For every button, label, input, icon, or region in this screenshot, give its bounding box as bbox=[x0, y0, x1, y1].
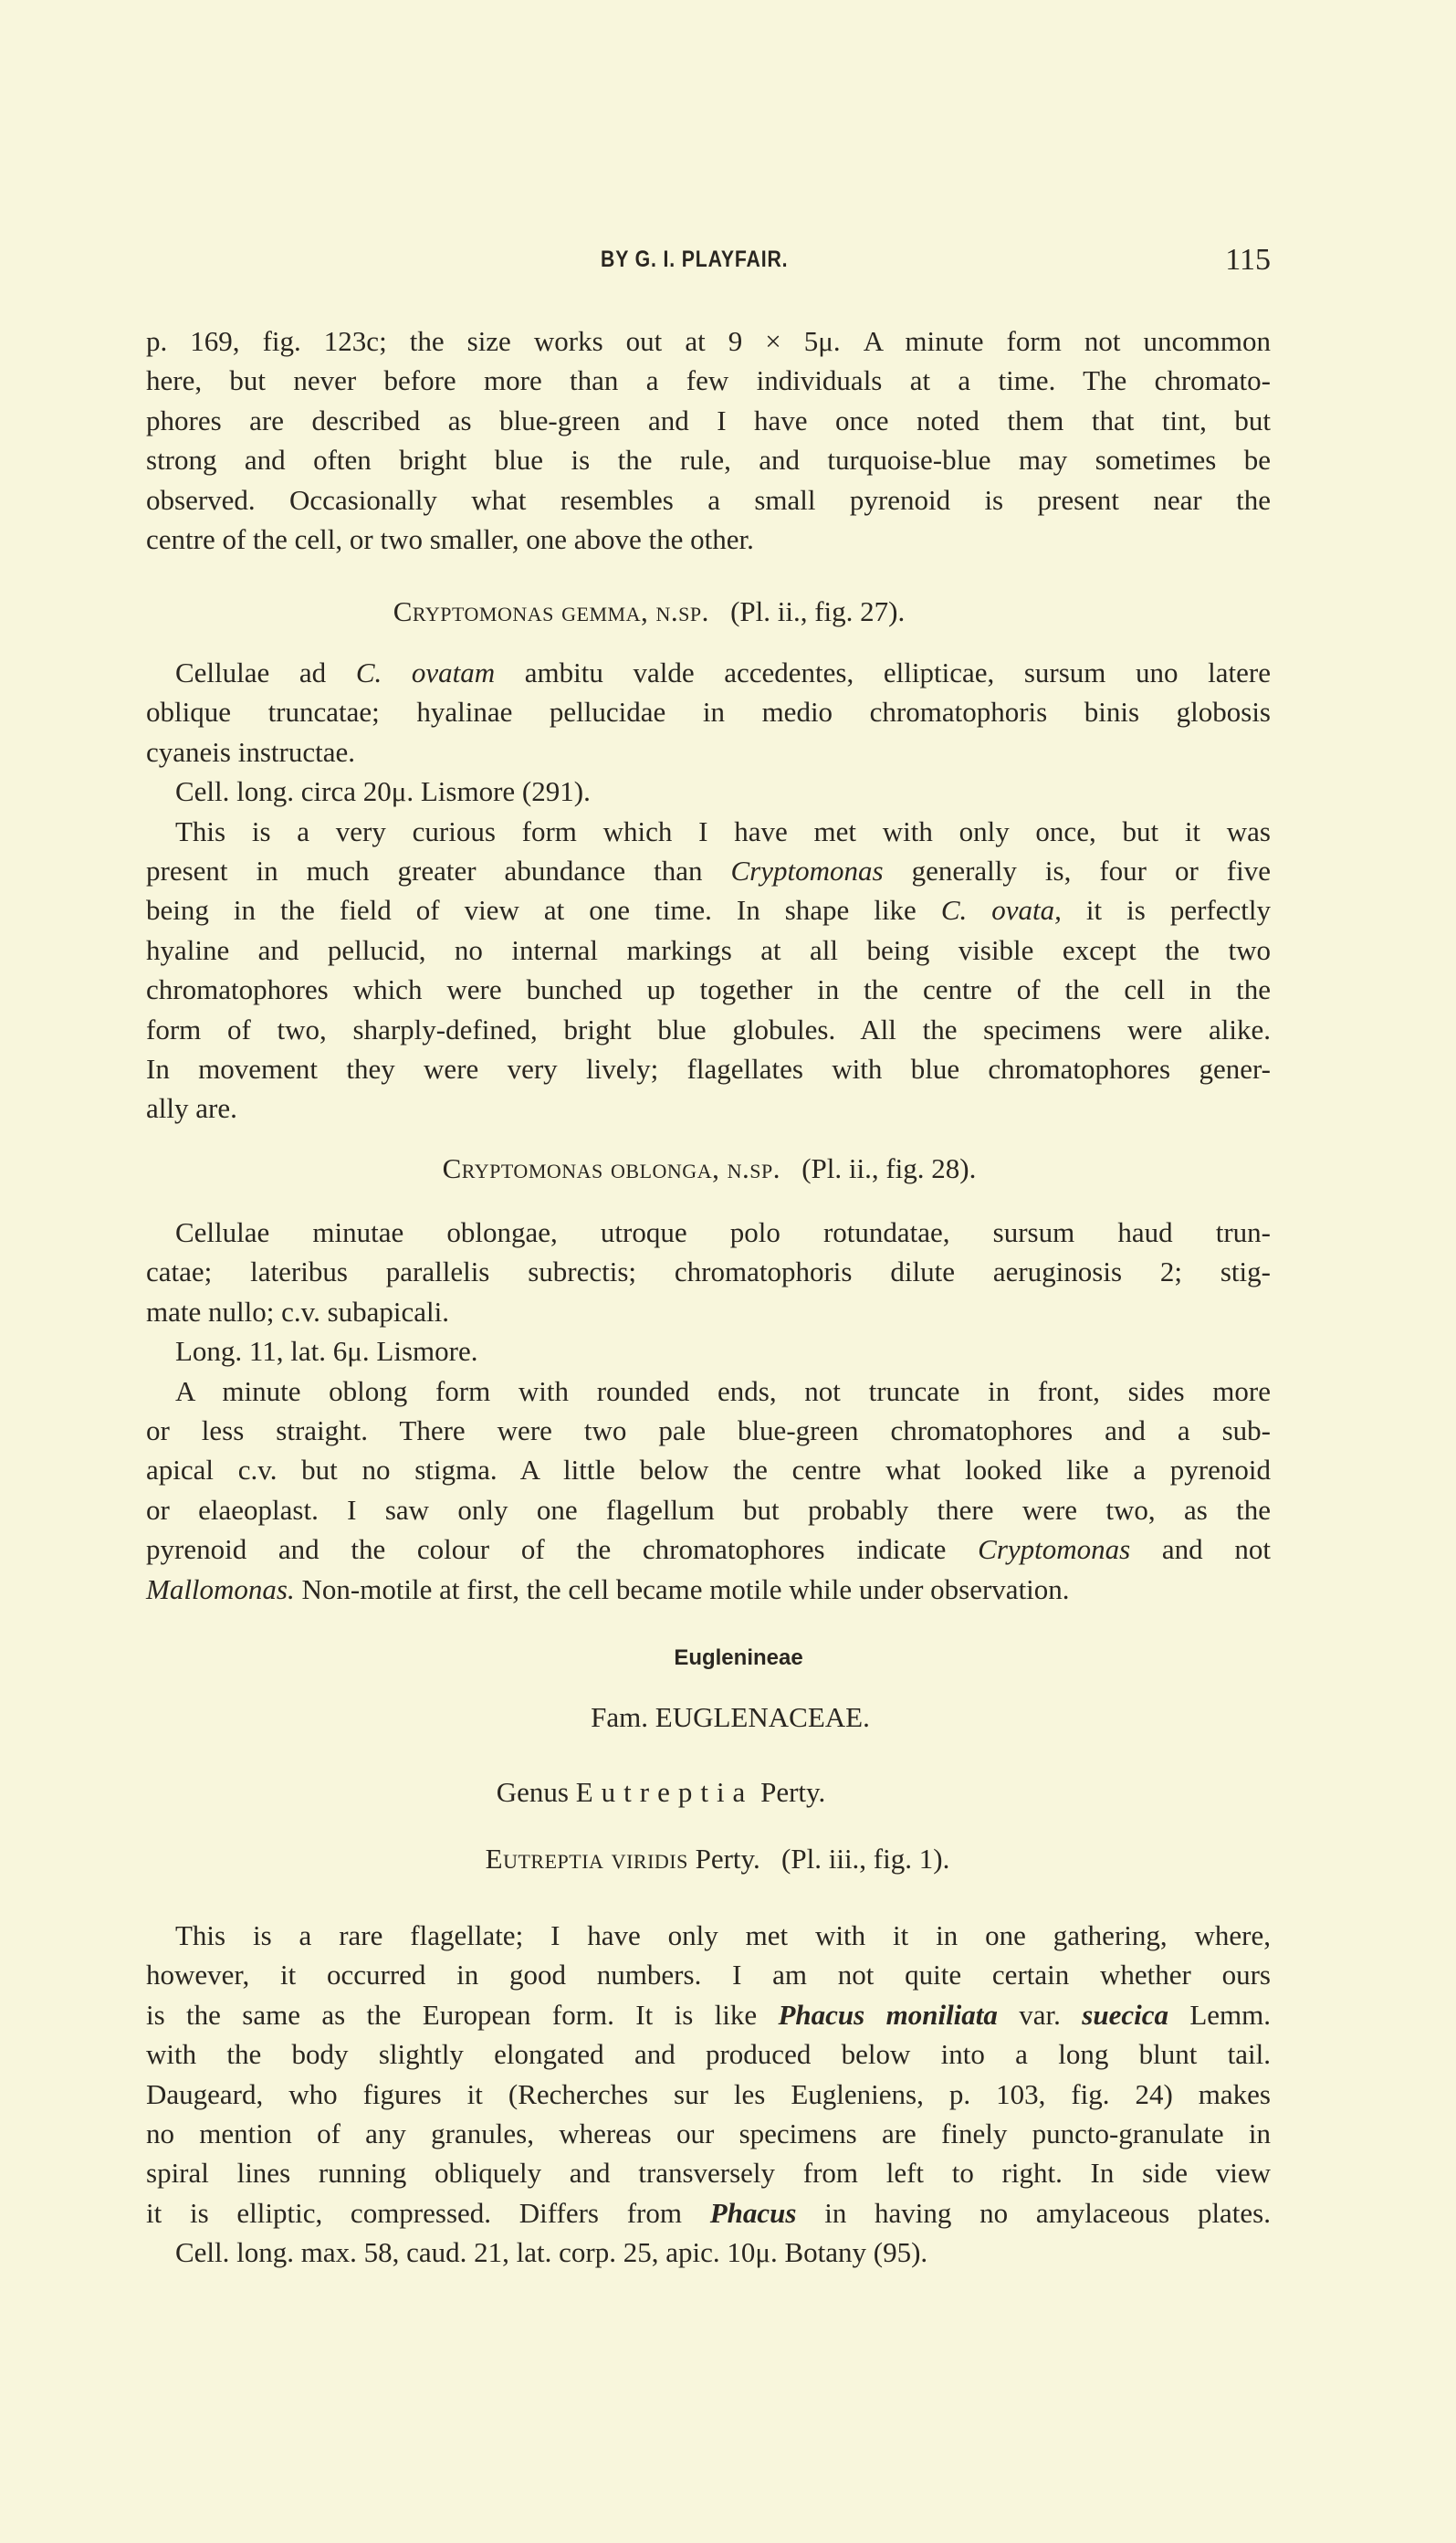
paragraph-block bbox=[146, 321, 1271, 559]
genus-heading bbox=[497, 1776, 826, 1809]
text-line bbox=[146, 1955, 1271, 1994]
text-line bbox=[146, 1088, 1271, 1128]
genus-prefix: Genus bbox=[496, 1776, 569, 1808]
text-segment: strong and often bright blue is the rule, and turquoise-blue may sometimes be bbox=[146, 444, 1271, 477]
text-segment: form of two, sharply-defined, bright blue globules. All the specimens were alike. bbox=[146, 1013, 1271, 1046]
text-line bbox=[146, 812, 1271, 851]
text-line bbox=[146, 1292, 1271, 1331]
text-segment: Lemm. bbox=[1168, 1998, 1272, 2031]
text-segment: with the body slightly elongated and produced below into a long blunt tail. bbox=[146, 2038, 1271, 2071]
text-segment: or less straight. There were two pale blue-green chromatophores and a sub- bbox=[146, 1413, 1271, 1446]
text-segment: A minute oblong form with rounded ends, not truncate in front, sides more bbox=[175, 1374, 1271, 1407]
text-segment: cyaneis instructae. bbox=[146, 735, 355, 768]
text-segment: oblique truncatae; hyalinae pellucidae in medio chromatophoris binis globosis bbox=[146, 696, 1271, 729]
text-segment: observed. Occasionally what resembles a small pyrenoid is present near the bbox=[146, 483, 1271, 516]
emphasized-text: Phacus moniliata bbox=[778, 1998, 998, 2031]
text-line bbox=[146, 851, 1271, 890]
text-line bbox=[146, 440, 1271, 479]
text-line bbox=[146, 520, 1271, 559]
text-segment: Daugeard, who figures it (Recherches sur les Eugleniens, p. 103, fig. 24) makes bbox=[146, 2077, 1271, 2110]
text-segment: and not bbox=[1130, 1533, 1271, 1566]
paragraph-block bbox=[146, 1916, 1271, 2273]
text-segment: being in the field of view at one time. In shape like bbox=[146, 894, 941, 927]
emphasized-text: Phacus bbox=[709, 2196, 797, 2229]
text-segment: In movement they were very lively; flagellates with blue chromatophores gener- bbox=[146, 1052, 1271, 1085]
text-segment: Cell. long. max. 58, caud. 21, lat. corp. 25, apic. 10μ. Botany (95). bbox=[175, 2236, 928, 2269]
text-segment: is the same as the European form. It is like bbox=[146, 1998, 779, 2031]
species-heading-eutreptia bbox=[486, 1843, 950, 1876]
text-segment: ally are. bbox=[146, 1092, 237, 1125]
text-segment: ambitu valde accedentes, ellipticae, sursum uno latere bbox=[495, 657, 1272, 688]
text-line bbox=[146, 1049, 1271, 1088]
emphasized-text: Mallomonas. bbox=[146, 1572, 295, 1605]
group-heading: Euglenineae bbox=[674, 1645, 803, 1670]
text-segment: it is perfectly bbox=[1061, 894, 1271, 927]
emphasized-text: C. ovatam bbox=[355, 657, 496, 688]
text-segment: in having no amylaceous plates. bbox=[796, 2196, 1271, 2229]
running-head-author: BY G. I. PLAYFAIR. bbox=[601, 247, 789, 272]
text-line bbox=[146, 1371, 1271, 1411]
genus-author: Perty. bbox=[760, 1776, 826, 1808]
text-segment: here, but never before more than a few individuals at a time. The chromato- bbox=[146, 364, 1271, 397]
text-segment: present in much greater abundance than bbox=[146, 854, 731, 887]
text-segment: Long. 11, lat. 6μ. Lismore. bbox=[175, 1335, 478, 1368]
text-segment: This is a rare flagellate; I have only met with it in one gathering, where, bbox=[175, 1919, 1271, 1951]
emphasized-text: suecica bbox=[1082, 1998, 1168, 2031]
text-line bbox=[146, 361, 1271, 400]
text-segment: apical c.v. but no stigma. A little below the centre what looked like a pyrenoid bbox=[146, 1454, 1271, 1487]
text-line bbox=[146, 1995, 1271, 2034]
family-heading: Fam. EUGLENACEAE. bbox=[591, 1701, 870, 1733]
text-line bbox=[146, 321, 1271, 361]
text-line bbox=[146, 970, 1271, 1009]
species-name: Cryptomonas oblonga, n.sp. bbox=[442, 1152, 780, 1184]
text-line bbox=[146, 2114, 1271, 2153]
text-line bbox=[146, 401, 1271, 440]
text-line bbox=[146, 1529, 1271, 1569]
text-segment: This is a very curious form which I have met with only once, but it was bbox=[175, 814, 1271, 847]
species-name: Cryptomonas gemma, n.sp. bbox=[393, 595, 709, 627]
text-line bbox=[146, 772, 1271, 811]
text-line bbox=[146, 1010, 1271, 1049]
text-line bbox=[146, 1252, 1271, 1291]
text-line bbox=[146, 732, 1271, 772]
text-line bbox=[146, 2153, 1271, 2192]
plate-reference: (Pl. iii., fig. 1). bbox=[781, 1843, 950, 1875]
text-line bbox=[146, 1916, 1271, 1955]
text-segment: chromatophores which were bunched up together in the centre of the cell in the bbox=[146, 973, 1271, 1006]
paragraph-block bbox=[146, 653, 1271, 1129]
text-line bbox=[146, 890, 1271, 930]
plate-reference: (Pl. ii., fig. 27). bbox=[730, 595, 906, 627]
text-line bbox=[146, 1411, 1271, 1450]
species-heading-gemma bbox=[393, 595, 906, 628]
emphasized-text: Cryptomonas bbox=[730, 854, 884, 887]
emphasized-text: C. ovata, bbox=[940, 894, 1062, 927]
emphasized-text: Cryptomonas bbox=[978, 1533, 1131, 1566]
text-line bbox=[146, 2034, 1271, 2074]
text-segment: Non-motile at first, the cell became motile while under observation. bbox=[294, 1572, 1070, 1605]
text-line bbox=[146, 653, 1271, 692]
text-segment: however, it occurred in good numbers. I am not quite certain whether ours bbox=[146, 1959, 1271, 1991]
text-segment: catae; lateribus parallelis subrectis; chromatophoris dilute aeruginosis 2; stig- bbox=[146, 1256, 1271, 1288]
text-line bbox=[146, 480, 1271, 520]
text-segment: pyrenoid and the colour of the chromatophores indicate bbox=[146, 1533, 979, 1566]
text-line bbox=[146, 930, 1271, 970]
species-name: Eutreptia viridis bbox=[485, 1843, 688, 1875]
text-line bbox=[146, 2193, 1271, 2233]
text-segment: p. 169, fig. 123c; the size works out at 9 × 5μ. A minute form not uncommon bbox=[146, 325, 1271, 357]
text-line bbox=[146, 1570, 1271, 1609]
text-line bbox=[146, 1213, 1271, 1252]
text-segment: var. bbox=[997, 1998, 1083, 2031]
text-segment: phores are described as blue-green and I have once noted them that tint, but bbox=[146, 404, 1271, 436]
text-segment: no mention of any granules, whereas our specimens are finely puncto-granulate in bbox=[146, 2117, 1271, 2149]
text-line bbox=[146, 2233, 1271, 2272]
text-segment: centre of the cell, or two smaller, one above the other. bbox=[146, 522, 754, 555]
text-segment: or elaeoplast. I saw only one flagellum but probably there were two, as the bbox=[146, 1493, 1271, 1526]
text-line bbox=[146, 2075, 1271, 2114]
genus-name: Eutreptia bbox=[575, 1776, 754, 1808]
text-line bbox=[146, 1450, 1271, 1489]
paragraph-block bbox=[146, 1213, 1271, 1609]
page-number: 115 bbox=[1225, 243, 1271, 277]
text-line bbox=[146, 1490, 1271, 1529]
text-line bbox=[146, 1331, 1271, 1371]
text-segment: generally is, four or five bbox=[883, 854, 1272, 887]
text-segment: Cellulae minutae oblongae, utroque polo rotundatae, sursum haud trun- bbox=[175, 1216, 1271, 1248]
text-segment: it is elliptic, compressed. Differs from bbox=[146, 2196, 710, 2229]
species-author: Perty. bbox=[695, 1843, 760, 1875]
running-head bbox=[146, 243, 1271, 279]
text-segment: hyaline and pellucid, no internal markings at all being visible except the two bbox=[146, 933, 1271, 966]
text-segment: Cell. long. circa 20μ. Lismore (291). bbox=[175, 775, 591, 808]
text-segment: spiral lines running obliquely and transversely from left to right. In side view bbox=[146, 2157, 1271, 2190]
species-heading-oblonga bbox=[443, 1152, 977, 1185]
text-line bbox=[146, 692, 1271, 731]
text-segment: Cellulae ad bbox=[175, 657, 356, 688]
text-segment: mate nullo; c.v. subapicali. bbox=[146, 1295, 450, 1328]
plate-reference: (Pl. ii., fig. 28). bbox=[801, 1152, 977, 1184]
